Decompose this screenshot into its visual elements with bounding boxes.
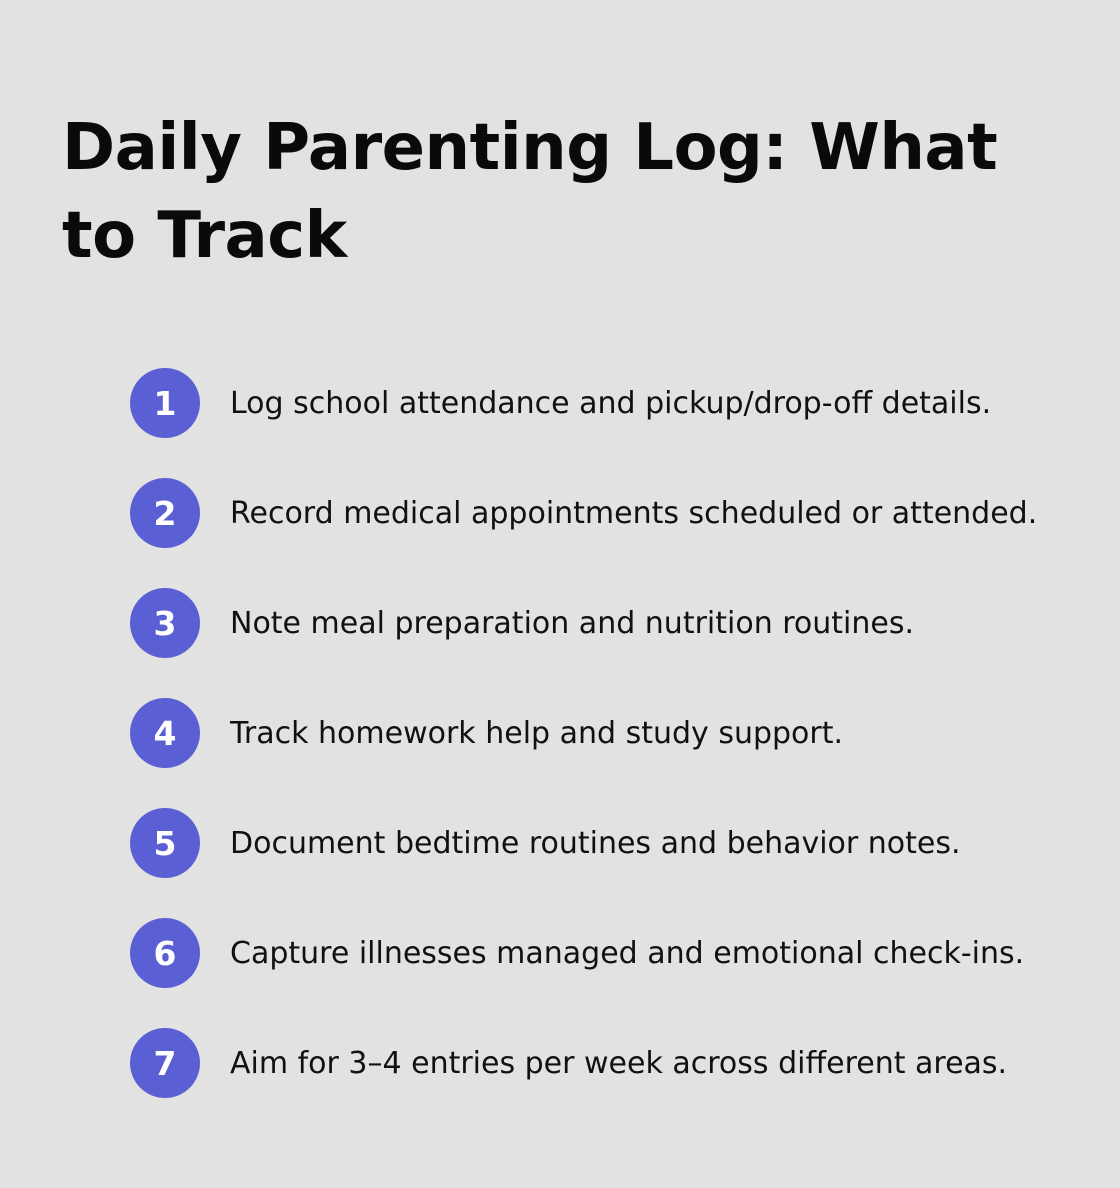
step-text: Aim for 3–4 entries per week across different areas.: [230, 1045, 1008, 1081]
list-item: [130, 808, 1037, 878]
step-text: Log school attendance and pickup/drop-off details.: [230, 385, 992, 421]
list-item: [130, 698, 1037, 768]
step-number-badge: 7: [130, 1028, 200, 1098]
list-item: [130, 1028, 1037, 1098]
step-number-badge: 4: [130, 698, 200, 768]
page-title: Daily Parenting Log: What to Track: [62, 111, 998, 273]
step-text: Document bedtime routines and behavior notes.: [230, 825, 961, 861]
step-number-badge: 2: [130, 478, 200, 548]
list-item: [130, 588, 1037, 658]
step-number-badge: 5: [130, 808, 200, 878]
step-text: Record medical appointments scheduled or attended.: [230, 495, 1038, 531]
step-text: Track homework help and study support.: [230, 715, 844, 751]
list-item: [130, 478, 1037, 548]
step-text: Capture illnesses managed and emotional check-ins.: [230, 935, 1025, 971]
step-number-badge: 6: [130, 918, 200, 988]
step-number-badge: 1: [130, 368, 200, 438]
step-text: Note meal preparation and nutrition routines.: [230, 605, 915, 641]
list-item: [130, 368, 1037, 438]
step-number-badge: 3: [130, 588, 200, 658]
list-item: [130, 918, 1037, 988]
steps-list: [130, 368, 1037, 1138]
